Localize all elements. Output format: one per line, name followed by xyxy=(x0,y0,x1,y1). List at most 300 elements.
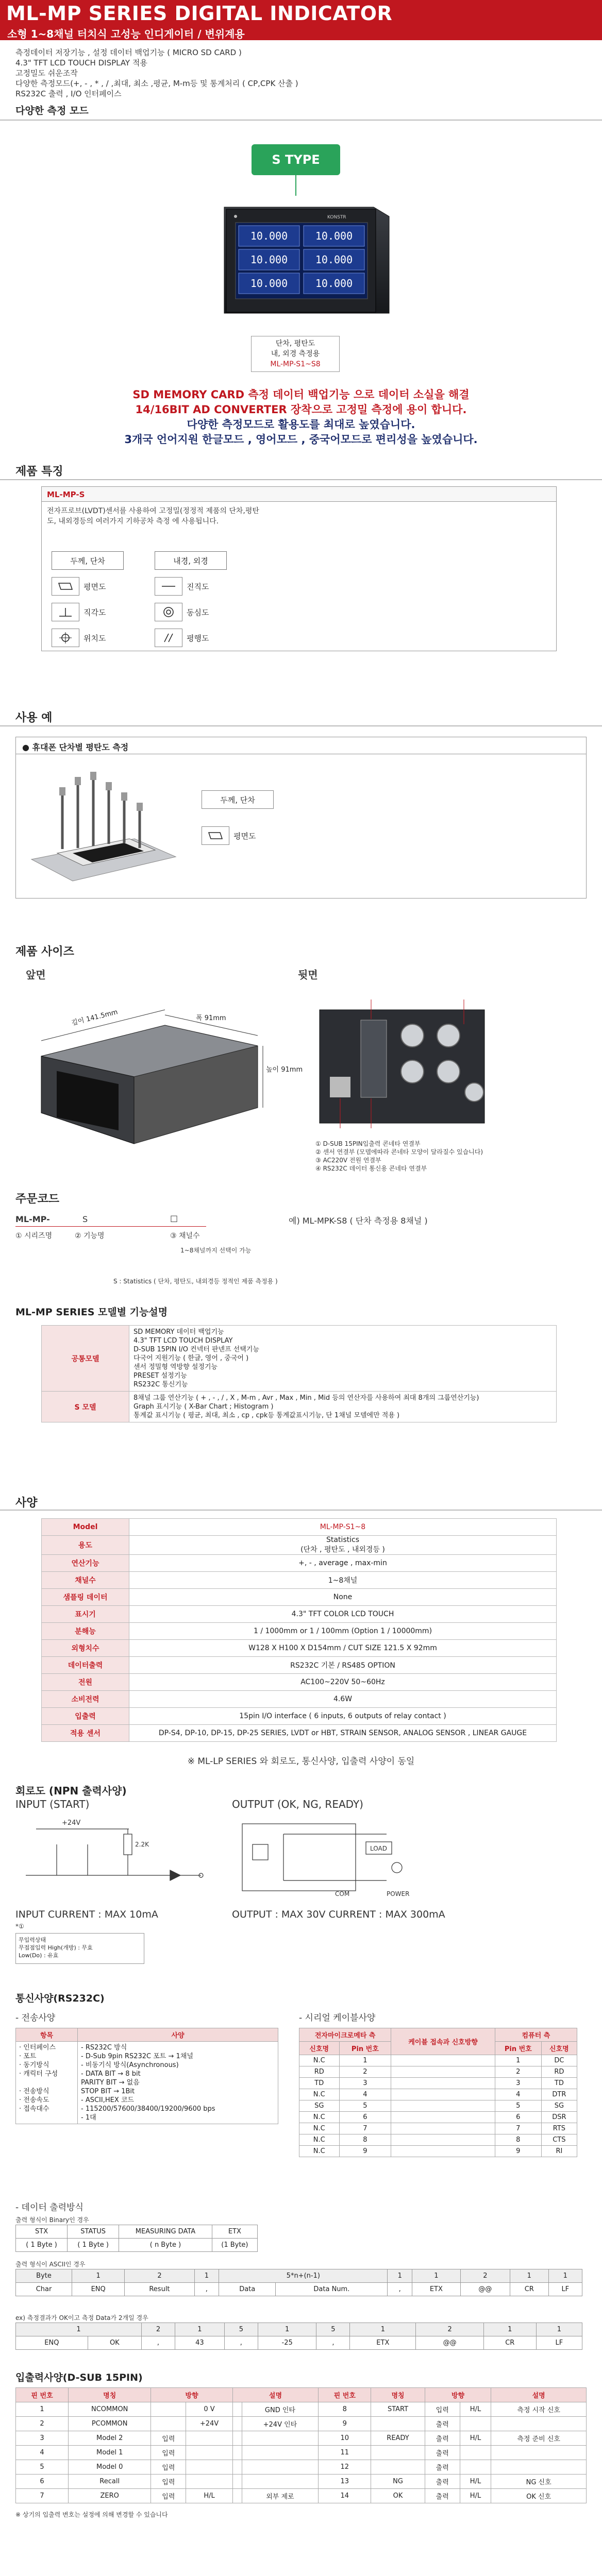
cell: 8 xyxy=(319,2402,371,2417)
legend-line: 무입력상태 xyxy=(19,1937,46,1943)
cell: ( n Byte ) xyxy=(119,2239,212,2252)
cell xyxy=(151,2417,186,2431)
cell: 4 xyxy=(16,2446,69,2460)
spec-row xyxy=(42,1640,557,1657)
output-current: OUTPUT : MAX 30V CURRENT : MAX 300mA xyxy=(232,1909,445,1920)
cell: 입력 xyxy=(151,2460,186,2475)
spec-row xyxy=(42,1708,557,1725)
order-channel: ③ 채널수 xyxy=(170,1232,200,1240)
cell: 출력 xyxy=(425,2446,460,2460)
spec-value xyxy=(129,1623,557,1640)
cell: Byte xyxy=(16,2269,72,2283)
symbol-label: 평행도 xyxy=(187,633,209,643)
symbol-label: 위치도 xyxy=(83,633,106,643)
cell: 1 xyxy=(16,2323,142,2336)
spec-line: +, - , average , max-min xyxy=(298,1559,387,1567)
cell: 4 xyxy=(495,2089,541,2100)
cell xyxy=(186,2431,232,2446)
spec-line: ML-MP-S1~8 xyxy=(320,1523,366,1531)
transfer-spec: - ASCII,HEX 코드 xyxy=(81,2096,134,2104)
cell xyxy=(242,2475,319,2489)
col-head: 방향 xyxy=(425,2388,491,2402)
cell xyxy=(232,2460,242,2475)
cell: -25 xyxy=(258,2336,316,2350)
cell: 1 xyxy=(16,2402,69,2417)
usage-body xyxy=(15,754,587,899)
symbol-label-box: 내경, 외경 xyxy=(155,551,227,570)
row-key: S 모델 xyxy=(42,1392,129,1422)
spec-row xyxy=(42,1674,557,1691)
cell: 1 xyxy=(388,2269,412,2283)
cell xyxy=(232,2489,242,2503)
spec-row xyxy=(42,1623,557,1640)
back-note: ③ AC220V 전원 연결부 xyxy=(315,1157,381,1164)
col-head: 명칭 xyxy=(371,2388,425,2402)
cell: 7 xyxy=(495,2123,541,2134)
table-row xyxy=(16,2475,587,2489)
cell: 14 xyxy=(319,2489,371,2503)
cell: (1 Byte) xyxy=(212,2239,257,2252)
spec-value xyxy=(129,1606,557,1623)
cell: 43 xyxy=(175,2336,224,2350)
symbol-label: 직각도 xyxy=(83,607,106,617)
cell: 7 xyxy=(16,2489,69,2503)
cell: 출력 xyxy=(425,2489,460,2503)
parallelism-icon xyxy=(155,629,182,647)
transfer-table xyxy=(15,2028,278,2124)
cell: Result xyxy=(125,2283,194,2296)
symbol-label: 평면도 xyxy=(83,582,106,591)
table-row xyxy=(16,2460,587,2475)
col-head: 사양 xyxy=(78,2028,278,2042)
transfer-item: · 전송방식 xyxy=(19,2088,49,2095)
spec-key: 데이터출력 xyxy=(42,1657,129,1674)
back-note: ④ RS232C 데이터 통신용 콘네타 연결부 xyxy=(315,1165,427,1172)
input-current: INPUT CURRENT : MAX 10mA xyxy=(15,1909,158,1920)
back-panel-image xyxy=(309,989,495,1139)
model-line: 센서 정밀형 역방향 설정기능 xyxy=(133,1363,218,1371)
cell: 6 xyxy=(495,2112,541,2123)
cell xyxy=(232,2475,242,2489)
model-line: 통계값 표시기능 ( 평균, 최대, 최소 , cp , cpk등 통계값표시기능, 단 1채널 모델에만 적용 ) xyxy=(133,1412,400,1419)
cell: H/L xyxy=(460,2431,491,2446)
table-row xyxy=(16,2489,587,2503)
col-head: 전자마이크로메타 측 xyxy=(299,2028,391,2042)
input-circuit xyxy=(15,1814,222,1906)
readout-value: 10.000 xyxy=(250,253,288,266)
col-head: 명칭 xyxy=(69,2388,151,2402)
spec-value xyxy=(129,1674,557,1691)
cell: N.C xyxy=(299,2123,340,2134)
flatness-icon xyxy=(52,577,79,596)
cell: @@ xyxy=(460,2283,510,2296)
transfer-spec: PARITY BIT → 없음 xyxy=(81,2079,140,2087)
transfer-title: - 전송사양 xyxy=(15,2013,56,2023)
cable-head-row xyxy=(299,2028,577,2042)
col-head: 신호명 xyxy=(541,2042,577,2055)
input-title: INPUT (START) xyxy=(15,1798,90,1810)
example-title: ex) 측정결과가 OK이고 측정 Data가 2개일 경우 xyxy=(15,2314,148,2321)
cell-link xyxy=(391,2134,495,2146)
spec-value xyxy=(129,1572,557,1589)
cell: 출력 xyxy=(425,2475,460,2489)
position-icon xyxy=(52,629,79,647)
spec-key: Model xyxy=(42,1519,129,1536)
cell: NG 신호 xyxy=(491,2475,587,2489)
cell: SG xyxy=(541,2100,577,2112)
symbol-label-box: 두께, 단차 xyxy=(52,551,124,570)
model-line: 4.3" TFT LCD TOUCH DISPLAY xyxy=(133,1337,233,1345)
col-head: 방향 xyxy=(151,2388,232,2402)
spec-table xyxy=(41,1518,557,1742)
cell-link xyxy=(391,2112,495,2123)
cell: H/L xyxy=(186,2489,232,2503)
cell: OK 신호 xyxy=(491,2489,587,2503)
spec-value xyxy=(129,1640,557,1657)
output-title: OUTPUT (OK, NG, READY) xyxy=(232,1798,363,1810)
back-notes xyxy=(315,1140,483,1173)
cell xyxy=(491,2460,587,2475)
spec-value xyxy=(129,1519,557,1536)
cell: , xyxy=(224,2336,258,2350)
section-order-title: 주문코드 xyxy=(15,1193,60,1206)
promo-line-1: SD MEMORY CARD 측정 데이터 백업기능 으로 데이터 소실을 해결 xyxy=(132,388,470,401)
cell: ZERO xyxy=(69,2489,151,2503)
cell xyxy=(460,2417,491,2431)
usage-label: 평면도 xyxy=(233,831,256,841)
cell: MEASURING DATA xyxy=(119,2225,212,2239)
symbol-squareness xyxy=(52,603,106,621)
cell: Data Num. xyxy=(276,2283,388,2296)
spec-value xyxy=(129,1657,557,1674)
svg-text:깊이 141.5mm: 깊이 141.5mm xyxy=(71,1008,119,1027)
promo-line-3: 다양한 측정모드로 활용도를 최대로 높였습니다. xyxy=(187,418,415,431)
cell: +24V 인타 xyxy=(242,2417,319,2431)
divider xyxy=(0,479,602,480)
cell: , xyxy=(142,2336,175,2350)
order-prefix: ML-MP- xyxy=(15,1214,50,1224)
cell: READY xyxy=(371,2431,425,2446)
cell: N.C xyxy=(299,2134,340,2146)
cell xyxy=(232,2402,242,2417)
section-model-title: ML-MP SERIES 모델별 기능설명 xyxy=(15,1307,168,1318)
spec-key: 분해능 xyxy=(42,1623,129,1640)
svg-text:LOAD: LOAD xyxy=(370,1845,387,1852)
cell: RTS xyxy=(541,2123,577,2134)
model-line: D-SUB 15PIN I/O 컨넥터 판넨프 선택기능 xyxy=(133,1346,260,1353)
svg-text:COM: COM xyxy=(335,1890,350,1897)
cell: 10 xyxy=(319,2431,371,2446)
cell xyxy=(371,2417,425,2431)
symbol-diameter xyxy=(155,551,231,570)
row-key: 공통모델 xyxy=(42,1326,129,1392)
col-head: 설명 xyxy=(491,2388,587,2402)
back-note: ① D-SUB 15PIN입출력 콘네타 연결부 xyxy=(315,1140,421,1147)
table-row xyxy=(16,2239,258,2252)
cell: Model 1 xyxy=(69,2446,151,2460)
cell: 출력 xyxy=(425,2460,460,2475)
svg-text:POWER: POWER xyxy=(387,1890,410,1897)
spec-line: None xyxy=(333,1593,353,1601)
spec-key: 용도 xyxy=(42,1536,129,1555)
caption-model: ML-MP-S1~S8 xyxy=(270,360,321,368)
col-head: Pin 번호 xyxy=(495,2042,541,2055)
example-table xyxy=(15,2323,582,2350)
cell: 1 xyxy=(483,2323,536,2336)
cell: 1 xyxy=(350,2323,416,2336)
ascii-title: 출력 형식이 ASCII인 경우 xyxy=(15,2261,86,2268)
spec-line: 4.3" TFT COLOR LCD TOUCH xyxy=(291,1610,394,1618)
cell: 입력 xyxy=(151,2475,186,2489)
section-npn-title: 회로도 (NPN 출력사양) xyxy=(15,1785,127,1797)
table-row xyxy=(16,2431,587,2446)
feature-list xyxy=(15,47,298,99)
cell xyxy=(151,2402,186,2417)
cell: RD xyxy=(541,2066,577,2078)
table-row xyxy=(42,1326,557,1392)
spec-key: 채널수 xyxy=(42,1572,129,1589)
row-value xyxy=(129,1392,557,1422)
cell: 1 xyxy=(258,2323,316,2336)
feature-item: 4.3" TFT LCD TOUCH DISPLAY 적용 xyxy=(15,58,147,67)
cell: 5 xyxy=(16,2460,69,2475)
order-s: S xyxy=(82,1214,88,1224)
section-features-title: 제품 특징 xyxy=(15,465,63,478)
concentricity-icon xyxy=(155,603,182,621)
cell: ( 1 Byte ) xyxy=(16,2239,68,2252)
spec-line: W128 X H100 X D154mm / CUT SIZE 121.5 X 92mm xyxy=(248,1644,437,1652)
table-row xyxy=(299,2078,577,2089)
cell: 측정 준비 신호 xyxy=(491,2431,587,2446)
straightness-icon xyxy=(155,577,182,596)
cell: 출력 xyxy=(425,2417,460,2431)
cell xyxy=(242,2446,319,2460)
spec-line: 1~8채널 xyxy=(328,1577,358,1585)
cell: 11 xyxy=(319,2446,371,2460)
table-row xyxy=(299,2089,577,2100)
transfer-spec: STOP BIT → 1Bit xyxy=(81,2088,135,2095)
row-value xyxy=(129,1326,557,1392)
cell xyxy=(491,2417,587,2431)
caption-line-1: 단차, 평탄도 xyxy=(275,340,315,348)
transfer-spec: - 비동기식 방식(Asynchronous) xyxy=(81,2061,179,2069)
cell: 9 xyxy=(339,2146,391,2157)
cell: TD xyxy=(299,2078,340,2089)
promo-line-2: 14/16BIT AD CONVERTER 장착으로 고정밀 측정에 용이 합니다. xyxy=(135,403,467,416)
spec-line: Statistics xyxy=(326,1536,359,1544)
model-line: PRESET 설정기능 xyxy=(133,1372,187,1380)
spec-row xyxy=(42,1606,557,1623)
spec-value xyxy=(129,1555,557,1572)
io-head-row xyxy=(16,2388,587,2402)
symbol-flatness xyxy=(52,577,106,596)
transfer-item: · 접속대수 xyxy=(19,2105,49,2113)
cell xyxy=(371,2460,425,2475)
cell: PCOMMON xyxy=(69,2417,151,2431)
readout-value: 10.000 xyxy=(250,277,288,290)
cell: STX xyxy=(16,2225,68,2239)
spec-key: 외형치수 xyxy=(42,1640,129,1657)
cell-link xyxy=(391,2146,495,2157)
front-dimension-image xyxy=(31,984,303,1170)
feature-item: 측정데이터 저장기능 , 설정 데이터 백업기능 ( MICRO SD CARD ) xyxy=(15,48,242,57)
table-row xyxy=(299,2146,577,2157)
section-usage-title: 사용 예 xyxy=(15,711,53,724)
cell: 1 xyxy=(72,2269,125,2283)
cell: 8 xyxy=(339,2134,391,2146)
cell: 2 xyxy=(142,2323,175,2336)
cell: 1 xyxy=(412,2269,461,2283)
cell: ETX xyxy=(412,2283,461,2296)
cell: 0 V xyxy=(186,2402,232,2417)
cell: 6 xyxy=(339,2112,391,2123)
spec-key: 전원 xyxy=(42,1674,129,1691)
cell xyxy=(232,2431,242,2446)
cell: 2 xyxy=(460,2269,510,2283)
mps-head: ML-MP-S xyxy=(41,486,557,502)
divider xyxy=(0,120,602,121)
cell-link xyxy=(391,2066,495,2078)
feature-item: RS232C 출력 , I/O 인터페이스 xyxy=(15,89,122,98)
readout-value: 10.000 xyxy=(315,230,353,242)
npn-legend xyxy=(15,1933,144,1964)
spec-note: ※ ML-LP SERIES 와 회로도, 통신사양, 입출력 사양이 동일 xyxy=(187,1756,415,1767)
transfer-item: · 캐릭터 구성 xyxy=(19,2070,58,2078)
usage-label-box: 두께, 단차 xyxy=(202,790,274,809)
phone-jig-image xyxy=(26,761,181,890)
transfer-spec: - 115200/57600/38400/19200/9600 bps xyxy=(81,2105,215,2113)
transfer-spec: - RS232C 방식 xyxy=(81,2044,127,2052)
table-row xyxy=(299,2134,577,2146)
cell: 출력 xyxy=(425,2431,460,2446)
cell: LF xyxy=(548,2283,582,2296)
usage-flatness xyxy=(202,826,256,845)
usage-head: ● 휴대폰 단차별 평탄도 측정 xyxy=(15,737,587,754)
cell xyxy=(460,2460,491,2475)
col-head: Pin 번호 xyxy=(339,2042,391,2055)
spec-value xyxy=(129,1691,557,1708)
svg-text:2.2K: 2.2K xyxy=(135,1841,149,1848)
model-line: Graph 표시기능 ( X-Bar Chart ; Histogram ) xyxy=(133,1403,274,1411)
cell: NCOMMON xyxy=(69,2402,151,2417)
cell: , xyxy=(388,2283,412,2296)
model-line: SD MEMORY 데이터 백업기능 xyxy=(133,1328,224,1336)
table-row xyxy=(16,2446,587,2460)
col-head: 항목 xyxy=(16,2028,78,2042)
cell: N.C xyxy=(299,2146,340,2157)
page-subtitle: 소형 1~8채널 터치식 고성능 인디게이터 / 변위계용 xyxy=(7,28,245,40)
device-brand: KONSTR xyxy=(327,215,346,220)
cell: 5 xyxy=(224,2323,258,2336)
cell xyxy=(242,2431,319,2446)
symbol-label: 동심도 xyxy=(187,607,209,617)
flatness-icon xyxy=(202,826,229,845)
transfer-spec: - D-Sub 9pin RS232C 포트 → 1채널 xyxy=(81,2053,193,2060)
spec-row xyxy=(42,1725,557,1742)
section-io-title: 입출력사양(D-SUB 15PIN) xyxy=(15,2372,143,2383)
cell: Model 2 xyxy=(69,2431,151,2446)
back-label: 뒷면 xyxy=(298,969,318,981)
col-head: 설명 xyxy=(232,2388,319,2402)
stype-caption-box xyxy=(251,336,340,372)
legend-line: 무접점입력 High(개방) : 무효 xyxy=(19,1944,93,1951)
cell: 1 xyxy=(548,2269,582,2283)
symbol-concentricity xyxy=(155,603,209,621)
cell: 9 xyxy=(495,2146,541,2157)
table-row xyxy=(16,2323,582,2336)
usage-thickness xyxy=(202,790,278,809)
cell: N.C xyxy=(299,2089,340,2100)
readout-value: 10.000 xyxy=(315,253,353,266)
col-head: 신호명 xyxy=(299,2042,340,2055)
spec-row xyxy=(42,1691,557,1708)
divider xyxy=(0,1510,602,1511)
divider xyxy=(0,725,602,726)
spec-row xyxy=(42,1657,557,1674)
cell: 1 xyxy=(194,2269,219,2283)
transfer-item xyxy=(19,2078,74,2087)
spec-key: 연산기능 xyxy=(42,1555,129,1572)
cell: OK xyxy=(371,2489,425,2503)
cell: STATUS xyxy=(68,2225,119,2239)
spec-value xyxy=(129,1589,557,1606)
transfer-spec: - DATA BIT → 8 bit xyxy=(81,2070,141,2078)
cell: H/L xyxy=(460,2489,491,2503)
cell-link xyxy=(391,2100,495,2112)
cell: 5*n+(n-1) xyxy=(219,2269,388,2283)
cell: Model 0 xyxy=(69,2460,151,2475)
table-row xyxy=(16,2269,582,2283)
spec-line: RS232C 기본 / RS485 OPTION xyxy=(290,1662,395,1670)
spec-row xyxy=(42,1572,557,1589)
cell: 입력 xyxy=(151,2446,186,2460)
cell: 3 xyxy=(339,2078,391,2089)
order-series: ① 시리즈명 xyxy=(15,1232,53,1240)
cell: RI xyxy=(541,2146,577,2157)
order-s-note: S : Statistics ( 단차, 평탄도, 내외경등 정적인 제품 측정용 ) xyxy=(113,1278,278,1285)
cell: ( 1 Byte ) xyxy=(68,2239,119,2252)
order-example: 예) ML-MPK-S8 ( 단차 측정용 8채널 ) xyxy=(289,1216,428,1226)
cell xyxy=(186,2475,232,2489)
connector-line xyxy=(295,175,296,196)
ascii-table xyxy=(15,2269,582,2296)
readout-value: 10.000 xyxy=(315,277,353,290)
transfer-item: · 포트 xyxy=(19,2053,37,2060)
cell xyxy=(491,2446,587,2460)
cell: 1 xyxy=(339,2055,391,2066)
table-row xyxy=(16,2417,587,2431)
binary-table xyxy=(15,2225,258,2252)
section-spec-title: 사양 xyxy=(15,1497,38,1510)
cell: LF xyxy=(536,2336,582,2350)
spec-line: 1 / 1000mm or 1 / 100mm (Option 1 / 10000mm) xyxy=(253,1627,432,1635)
order-ch-note: 1~8채널까지 선택이 가능 xyxy=(180,1247,252,1254)
symbol-position xyxy=(52,629,106,647)
indicator-device-image xyxy=(204,196,399,319)
transfer-items xyxy=(16,2042,78,2124)
cell-link xyxy=(391,2055,495,2066)
legend-line: Low(Do) : 유효 xyxy=(19,1952,59,1959)
cell: 입력 xyxy=(151,2489,186,2503)
cell: CTS xyxy=(541,2134,577,2146)
symbol-parallelism xyxy=(155,629,209,647)
model-line: 다국어 지원기능 ( 한글, 영어 , 중국어 ) xyxy=(133,1354,249,1362)
table-row xyxy=(299,2100,577,2112)
stype-button[interactable]: S TYPE xyxy=(252,144,340,175)
cell: 측정 시작 신호 xyxy=(491,2402,587,2417)
spec-key: 소비전력 xyxy=(42,1691,129,1708)
mps-desc-line: 도, 내외경등의 여러가지 기하공차 측정 에 사용됩니다. xyxy=(47,517,219,526)
